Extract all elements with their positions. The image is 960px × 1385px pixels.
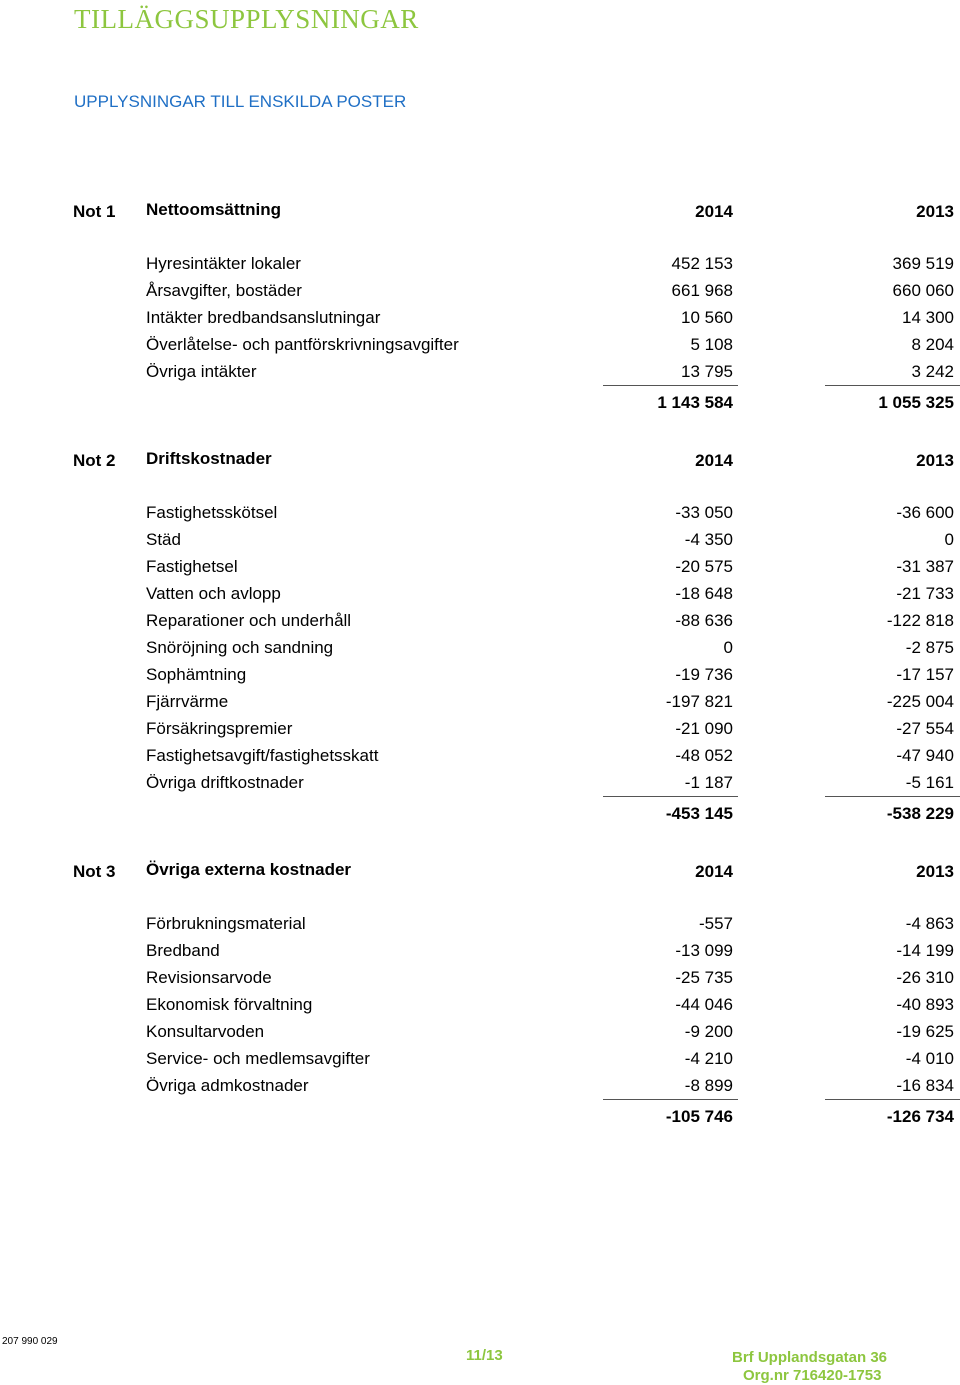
table-row — [0, 638, 960, 665]
table-row — [0, 308, 960, 335]
note-title: Övriga externa kostnader — [146, 860, 352, 879]
row-label: Försäkringspremier — [146, 719, 293, 738]
row-label: Årsavgifter, bostäder — [146, 281, 302, 300]
note-header — [0, 200, 960, 224]
note-number: Not 1 — [73, 202, 116, 221]
row-value-2013: -17 157 — [896, 665, 954, 684]
row-label: Förbrukningsmaterial — [146, 914, 306, 933]
row-value-2013: 369 519 — [892, 254, 954, 273]
row-label: Fastighetsskötsel — [146, 503, 278, 522]
row-label: Bredband — [146, 941, 220, 960]
note-header — [0, 860, 960, 884]
table-row — [0, 335, 960, 362]
year-column-1: 2014 — [695, 862, 733, 881]
row-value-2013: 8 204 — [911, 335, 954, 354]
table-row — [0, 281, 960, 308]
total-value-2013: 1 055 325 — [878, 393, 954, 412]
row-value-2013: 3 242 — [911, 362, 954, 381]
total-value-2014: -105 746 — [665, 1107, 733, 1126]
note-title: Driftskostnader — [146, 449, 272, 468]
footer-code: 207 990 029 — [2, 1336, 58, 1347]
row-value-2014: -33 050 — [675, 503, 733, 522]
row-label: Service- och medlemsavgifter — [146, 1049, 370, 1068]
row-value-2014: -557 — [698, 914, 733, 933]
table-row — [0, 665, 960, 692]
row-value-2013: -225 004 — [886, 692, 954, 711]
page-title: TILLÄGGSUPPLYSNINGAR — [74, 4, 419, 34]
row-value-2014: 10 560 — [681, 308, 733, 327]
table-row — [0, 254, 960, 281]
sum-divider — [825, 1099, 960, 1100]
row-value-2013: -16 834 — [896, 1076, 954, 1095]
year-column-2: 2013 — [916, 451, 954, 470]
row-value-2014: 452 153 — [671, 254, 733, 273]
row-value-2014: -44 046 — [675, 995, 733, 1014]
page-number: 11/13 — [466, 1347, 503, 1364]
row-value-2013: -31 387 — [896, 557, 954, 576]
row-label: Ekonomisk förvaltning — [146, 995, 313, 1014]
row-value-2013: -4 010 — [905, 1049, 954, 1068]
row-value-2014: -197 821 — [665, 692, 733, 711]
note-number: Not 2 — [73, 451, 116, 470]
sum-divider — [603, 1099, 738, 1100]
row-label: Reparationer och underhåll — [146, 611, 352, 630]
row-value-2014: -18 648 — [675, 584, 733, 603]
total-value-2014: -453 145 — [665, 804, 733, 823]
row-value-2013: -21 733 — [896, 584, 954, 603]
row-value-2013: -14 199 — [896, 941, 954, 960]
organization-name: Brf Upplandsgatan 36 — [732, 1349, 888, 1366]
table-row — [0, 584, 960, 611]
row-value-2014: -1 187 — [684, 773, 733, 792]
row-value-2014: -25 735 — [675, 968, 733, 987]
table-row — [0, 557, 960, 584]
table-row — [0, 968, 960, 995]
row-label: Snöröjning och sandning — [146, 638, 334, 657]
total-value-2014: 1 143 584 — [657, 393, 733, 412]
row-value-2013: -4 863 — [905, 914, 954, 933]
row-value-2014: -88 636 — [675, 611, 733, 630]
row-label: Övriga driftkostnader — [146, 773, 304, 792]
table-row — [0, 692, 960, 719]
row-label: Revisionsarvode — [146, 968, 272, 987]
table-row — [0, 914, 960, 941]
row-value-2013: 14 300 — [902, 308, 954, 327]
year-column-1: 2014 — [695, 451, 733, 470]
table-row — [0, 1076, 960, 1103]
sum-divider — [825, 796, 960, 797]
table-row — [0, 941, 960, 968]
total-value-2013: -538 229 — [886, 804, 954, 823]
row-value-2014: -20 575 — [675, 557, 733, 576]
row-value-2014: 13 795 — [681, 362, 733, 381]
sum-divider — [825, 385, 960, 386]
year-column-2: 2013 — [916, 862, 954, 881]
row-value-2013: -2 875 — [905, 638, 954, 657]
total-value-2013: -126 734 — [886, 1107, 954, 1126]
row-value-2014: 5 108 — [690, 335, 733, 354]
row-value-2013: -47 940 — [896, 746, 954, 765]
row-label: Övriga intäkter — [146, 362, 257, 381]
row-value-2013: -40 893 — [896, 995, 954, 1014]
note-header — [0, 449, 960, 473]
row-value-2014: -48 052 — [675, 746, 733, 765]
row-value-2014: -9 200 — [684, 1022, 733, 1041]
row-label: Fastighetsavgift/fastighetsskatt — [146, 746, 379, 765]
sum-divider — [603, 796, 738, 797]
table-row — [0, 746, 960, 773]
table-row — [0, 503, 960, 530]
row-value-2013: 0 — [944, 530, 954, 549]
row-label: Fastighetsel — [146, 557, 238, 576]
table-row — [0, 1022, 960, 1049]
table-row — [0, 719, 960, 746]
footer-organization — [732, 1349, 887, 1385]
table-row — [0, 611, 960, 638]
row-label: Hyresintäkter lokaler — [146, 254, 301, 273]
row-value-2014: -4 350 — [684, 530, 733, 549]
row-value-2013: -27 554 — [896, 719, 954, 738]
row-value-2013: -122 818 — [886, 611, 954, 630]
row-label: Sophämtning — [146, 665, 247, 684]
row-value-2014: -4 210 — [684, 1049, 733, 1068]
row-label: Överlåtelse- och pantförskrivningsavgifter — [146, 335, 459, 354]
table-row — [0, 530, 960, 557]
row-label: Fjärrvärme — [146, 692, 229, 711]
note-title: Nettoomsättning — [146, 200, 282, 219]
table-row — [0, 362, 960, 389]
year-column-2: 2013 — [916, 202, 954, 221]
row-label: Vatten och avlopp — [146, 584, 281, 603]
row-value-2014: -8 899 — [684, 1076, 733, 1095]
row-label: Städ — [146, 530, 181, 549]
table-row — [0, 995, 960, 1022]
row-value-2013: -26 310 — [896, 968, 954, 987]
year-column-1: 2014 — [695, 202, 733, 221]
row-label: Intäkter bredbandsanslutningar — [146, 308, 381, 327]
row-label: Övriga admkostnader — [146, 1076, 309, 1095]
organization-number: Org.nr 716420-1753 — [743, 1367, 882, 1384]
row-value-2013: 660 060 — [892, 281, 954, 300]
section-subtitle: UPPLYSNINGAR TILL ENSKILDA POSTER — [74, 92, 407, 111]
sum-divider — [603, 385, 738, 386]
note-number: Not 3 — [73, 862, 116, 881]
row-value-2014: -13 099 — [675, 941, 733, 960]
row-label: Konsultarvoden — [146, 1022, 265, 1041]
table-row — [0, 773, 960, 800]
row-value-2014: 0 — [723, 638, 733, 657]
row-value-2014: 661 968 — [671, 281, 733, 300]
row-value-2013: -19 625 — [896, 1022, 954, 1041]
row-value-2013: -36 600 — [896, 503, 954, 522]
row-value-2014: -19 736 — [675, 665, 733, 684]
row-value-2014: -21 090 — [675, 719, 733, 738]
table-row — [0, 1049, 960, 1076]
row-value-2013: -5 161 — [905, 773, 954, 792]
